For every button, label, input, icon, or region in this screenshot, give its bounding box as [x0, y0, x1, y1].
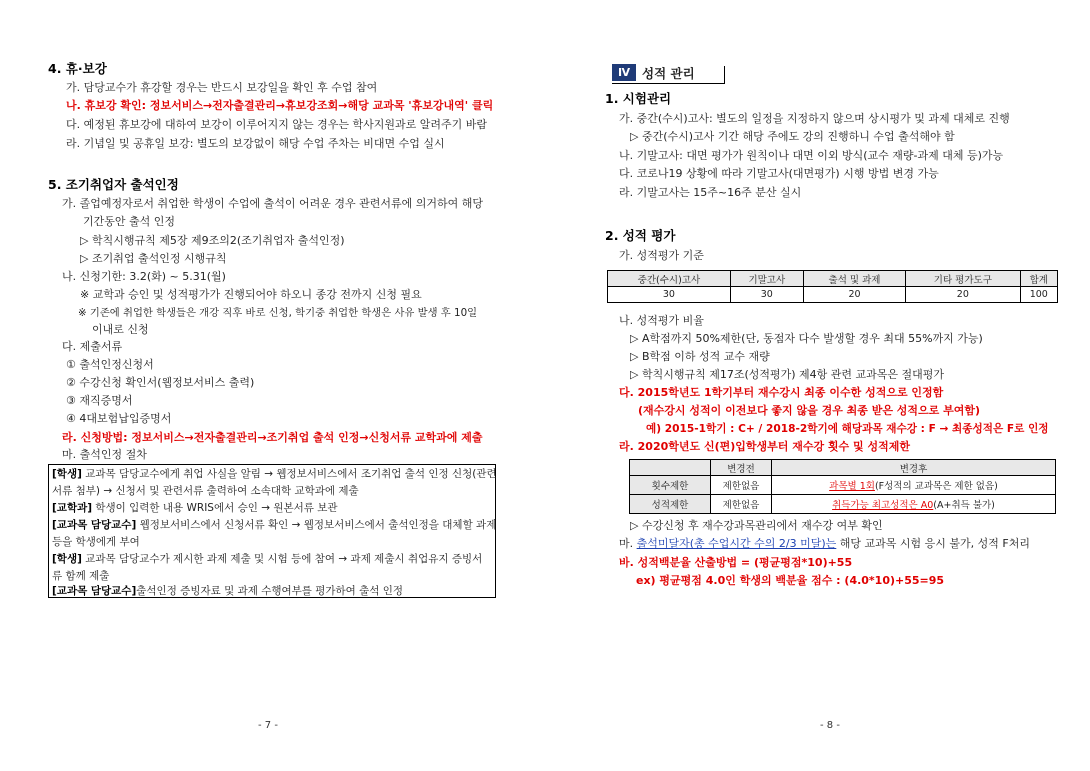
box-line: [학생] 교과목 담당교수에게 취업 사실을 알림 → 웹정보서비스에서 조기취업 출석 인정 신청(관련 — [52, 468, 497, 480]
s2-item-f: 바. 성적백분율 산출방법 = (평균평점*10)+55 — [619, 556, 853, 569]
s1-item-a: 가. 중간(수시)고사: 별도의 일정을 지정하지 않으며 상시평가 및 과제 대체로 진행 — [619, 112, 1010, 125]
limit-header: 변경후 — [772, 460, 1056, 476]
section-divider — [724, 66, 725, 84]
s4-item-d: 라. 기념일 및 공휴일 보강: 별도의 보강없이 해당 수업 주차는 비대면 수업 실시 — [66, 137, 445, 150]
s1-ref: ▷ 중간(수시)고사 기간 해당 주에도 강의 진행하니 수업 출석해야 함 — [630, 130, 955, 143]
s5-doc-3: ③ 재직증명서 — [66, 394, 133, 407]
limit-before: 제한없음 — [711, 495, 772, 514]
s2-percent-example: ex) 평균평점 4.0인 학생의 백분율 점수 : (4.0*10)+55=95 — [636, 574, 945, 587]
s2-item-c: 다. 2015학년도 1학기부터 재수강시 최종 이수한 성적으로 인정함 — [619, 386, 944, 399]
s5-note-2a: ※ 기존에 취업한 학생들은 개강 직후 바로 신청, 학기중 취업한 학생은 사유 발생 후 10일 — [78, 307, 478, 319]
box-line: 서류 첨부) → 신청서 및 관련서류 출력하여 소속대학 교학과에 제출 — [52, 485, 359, 497]
section-5-title: 5. 조기취업자 출석인정 — [48, 177, 179, 192]
grade-cell: 30 — [730, 287, 803, 303]
s5-item-d: 라. 신청방법: 정보서비스→전자출결관리→조기취업 출석 인정→신청서류 교학과에 제출 — [62, 431, 483, 444]
s2-item-e: 마. 출석미달자(총 수업시간 수의 2/3 미달)는 해당 교과목 시험 응시 불가, 성적 F처리 — [619, 537, 1030, 550]
s2-item-d: 라. 2020학년도 신(편)입학생부터 재수강 횟수 및 성적제한 — [619, 440, 910, 453]
s5-ref-1: ▷ 학칙시행규칙 제5장 제9조의2(조기취업자 출석인정) — [80, 234, 345, 247]
subsection-1-title: 1. 시험관리 — [605, 91, 672, 106]
box-line: [교학과] 학생이 입력한 내용 WRIS에서 승인 → 원본서류 보관 — [52, 502, 338, 514]
grade-header: 중간(수시)고사 — [608, 271, 731, 287]
s5-item-c: 다. 제출서류 — [62, 340, 123, 353]
grade-cell: 30 — [608, 287, 731, 303]
box-line: [학생] 교과목 담당교수가 제시한 과제 제출 및 시험 등에 참여 → 과제 제출시 취업유지 증빙서 — [52, 553, 483, 565]
s4-item-c: 다. 예정된 휴보강에 대하여 보강이 이루어지지 않는 경우는 학사지원과로 알려주기 바람 — [66, 118, 487, 131]
limit-after: 과목별 1회(F성적의 교과목은 제한 없음) — [772, 476, 1056, 495]
limit-header: 변경전 — [711, 460, 772, 476]
grade-header: 합계 — [1020, 271, 1057, 287]
s1-item-b: 나. 기말고사: 대면 평가가 원칙이나 대면 이외 방식(교수 재량-과제 대체 등)가능 — [619, 149, 1004, 162]
s2-retake-check: ▷ 수강신청 후 재수강과목관리에서 재수강 여부 확인 — [630, 519, 883, 532]
s5-ref-2: ▷ 조기취업 출석인정 시행규칙 — [80, 252, 227, 265]
s2-ratio-3: ▷ 학칙시행규칙 제17조(성적평가) 제4항 관련 교과목은 절대평가 — [630, 368, 945, 381]
page-number: - 8 - — [820, 720, 840, 731]
box-line: [교과목 담당교수] 웹정보서비스에서 신청서류 확인 → 웹정보서비스에서 출석인정을 대체할 과제 — [52, 519, 497, 531]
procedure-box — [48, 464, 496, 598]
limit-after: 취득가능 최고성적은 A0(A+취득 불가) — [772, 495, 1056, 514]
s4-item-a: 가. 담당교수가 휴강할 경우는 반드시 보강일을 확인 후 수업 참여 — [66, 81, 378, 94]
box-line: 등을 학생에게 부여 — [52, 536, 140, 548]
limit-before: 제한없음 — [711, 476, 772, 495]
s5-note-1: ※ 교학과 승인 및 성적평가가 진행되어야 하오니 종강 전까지 신청 필요 — [80, 288, 422, 301]
grade-cell: 20 — [906, 287, 1020, 303]
section-4-title: 4. 휴·보강 — [48, 61, 107, 76]
grade-header: 기말고사 — [730, 271, 803, 287]
s5-item-b: 나. 신청기한: 3.2(화) ~ 5.31(월) — [62, 270, 226, 283]
subsection-2-title: 2. 성적 평가 — [605, 228, 676, 243]
box-line: 류 함께 제출 — [52, 570, 110, 582]
s2-item-b: 나. 성적평가 비율 — [619, 314, 704, 327]
grade-cell: 100 — [1020, 287, 1057, 303]
page-number: - 7 - — [258, 720, 278, 731]
grade-header: 출석 및 과제 — [803, 271, 905, 287]
section-number-badge: Ⅳ — [612, 64, 636, 81]
s2-ratio-2: ▷ B학점 이하 성적 교수 재량 — [630, 350, 770, 363]
s4-item-b: 나. 휴보강 확인: 정보서비스→전자출결관리→휴보강조회→해당 교과목 '휴보강내역' 클릭 — [66, 99, 494, 112]
s2-item-a: 가. 성적평가 기준 — [619, 249, 704, 262]
s1-item-d: 라. 기말고사는 15주~16주 분산 실시 — [619, 186, 802, 199]
limit-row-label: 성적제한 — [630, 495, 711, 514]
s5-item-e: 마. 출석인정 절차 — [62, 448, 147, 461]
box-line: [교과목 담당교수]출석인정 증빙자료 및 과제 수행여부를 평가하여 출석 인정 — [52, 585, 404, 597]
retake-limit-table — [629, 459, 1056, 514]
section-underline — [612, 83, 724, 84]
s5-item-a-2: 기간동안 출석 인정 — [83, 215, 176, 228]
limit-header — [630, 460, 711, 476]
s1-item-c: 다. 코로나19 상황에 따라 기말고사(대면평가) 시행 방법 변경 가능 — [619, 167, 939, 180]
s2-ratio-1: ▷ A학점까지 50%제한(단, 동점자 다수 발생할 경우 최대 55%까지 가능) — [630, 332, 983, 345]
grade-header: 기타 평가도구 — [906, 271, 1020, 287]
grade-criteria-table — [607, 270, 1058, 303]
grade-cell: 20 — [803, 287, 905, 303]
section-title: 성적 관리 — [642, 66, 695, 81]
s5-doc-1: ① 출석인정신청서 — [66, 358, 154, 371]
s2-retake-example: 예) 2015-1학기 : C+ / 2018-2학기에 해당과목 재수강 : F → 최종성적은 F로 인정 — [646, 423, 1049, 435]
s5-note-2b: 이내로 신청 — [92, 323, 149, 336]
limit-row-label: 횟수제한 — [630, 476, 711, 495]
s5-doc-2: ② 수강신청 확인서(웹정보서비스 출력) — [66, 376, 255, 389]
s5-item-a-1: 가. 졸업예정자로서 취업한 학생이 수업에 출석이 어려운 경우 관련서류에 의거하여 해당 — [62, 197, 483, 210]
s2-retake-note: (재수강시 성적이 이전보다 좋지 않을 경우 최종 받은 성적으로 부여함) — [638, 404, 981, 417]
s5-doc-4: ④ 4대보험납입증명서 — [66, 412, 172, 425]
